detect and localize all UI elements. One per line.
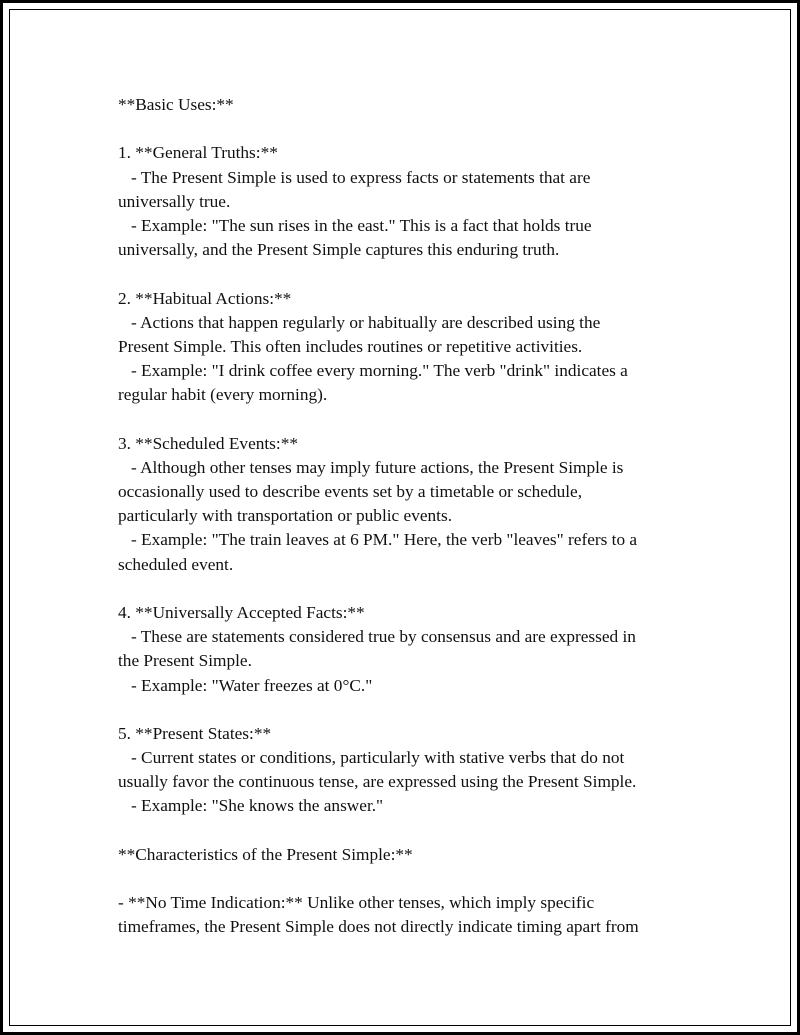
text-line: universally, and the Present Simple captures this enduring truth. bbox=[118, 240, 560, 260]
text-line: - **No Time Indication:** Unlike other tenses, which imply specific bbox=[118, 893, 595, 913]
text-line: 1. **General Truths:** bbox=[118, 143, 278, 163]
blank-line bbox=[118, 262, 718, 286]
text-line: usually favor the continuous tense, are expressed using the Present Simple. bbox=[118, 772, 637, 792]
blank-line bbox=[118, 407, 718, 431]
text-line: 3. **Scheduled Events:** bbox=[118, 433, 298, 453]
text-line: - Example: "She knows the answer." bbox=[118, 796, 384, 816]
text-line: occasionally used to describe events set by a timetable or schedule, bbox=[118, 482, 583, 501]
blank-line bbox=[118, 577, 718, 601]
blank-line bbox=[118, 117, 718, 141]
blank-line bbox=[118, 819, 718, 843]
text-line: the Present Simple. bbox=[118, 651, 252, 671]
text-line: particularly with transportation or public events. bbox=[118, 506, 453, 526]
text-line: **Characteristics of the Present Simple:** bbox=[118, 844, 413, 864]
text-line: regular habit (every morning). bbox=[118, 385, 328, 405]
text-line: scheduled event. bbox=[118, 554, 234, 574]
document-body bbox=[118, 93, 718, 940]
text-line: - Example: "The train leaves at 6 PM." Here, the verb "leaves" refers to a bbox=[118, 530, 638, 550]
text-line: 5. **Present States:** bbox=[118, 723, 272, 743]
text-line: timeframes, the Present Simple does not directly indicate timing apart from bbox=[118, 917, 639, 937]
text-line: - Example: "Water freezes at 0°C." bbox=[118, 675, 373, 695]
text-line: 2. **Habitual Actions:** bbox=[118, 288, 292, 308]
text-line: - Example: "The sun rises in the east." This is a fact that holds true bbox=[118, 215, 592, 235]
text-line: - Although other tenses may imply future actions, the Present Simple is bbox=[118, 457, 624, 477]
text-line: universally true. bbox=[118, 191, 231, 211]
text-line: Present Simple. This often includes routines or repetitive activities. bbox=[118, 336, 583, 356]
text-line: - These are statements considered true by consensus and are expressed in bbox=[118, 627, 636, 647]
text-line: **Basic Uses:** bbox=[118, 95, 234, 114]
text-line: - Example: "I drink coffee every morning." The verb "drink" indicates a bbox=[118, 361, 628, 381]
text-line: - Actions that happen regularly or habitually are described using the bbox=[118, 312, 601, 332]
text-line: - Current states or conditions, particularly with stative verbs that do not bbox=[118, 748, 625, 768]
blank-line bbox=[118, 867, 718, 891]
text-line: 4. **Universally Accepted Facts:** bbox=[118, 602, 365, 622]
text-line: - The Present Simple is used to express facts or statements that are bbox=[118, 167, 591, 187]
blank-line bbox=[118, 698, 718, 722]
